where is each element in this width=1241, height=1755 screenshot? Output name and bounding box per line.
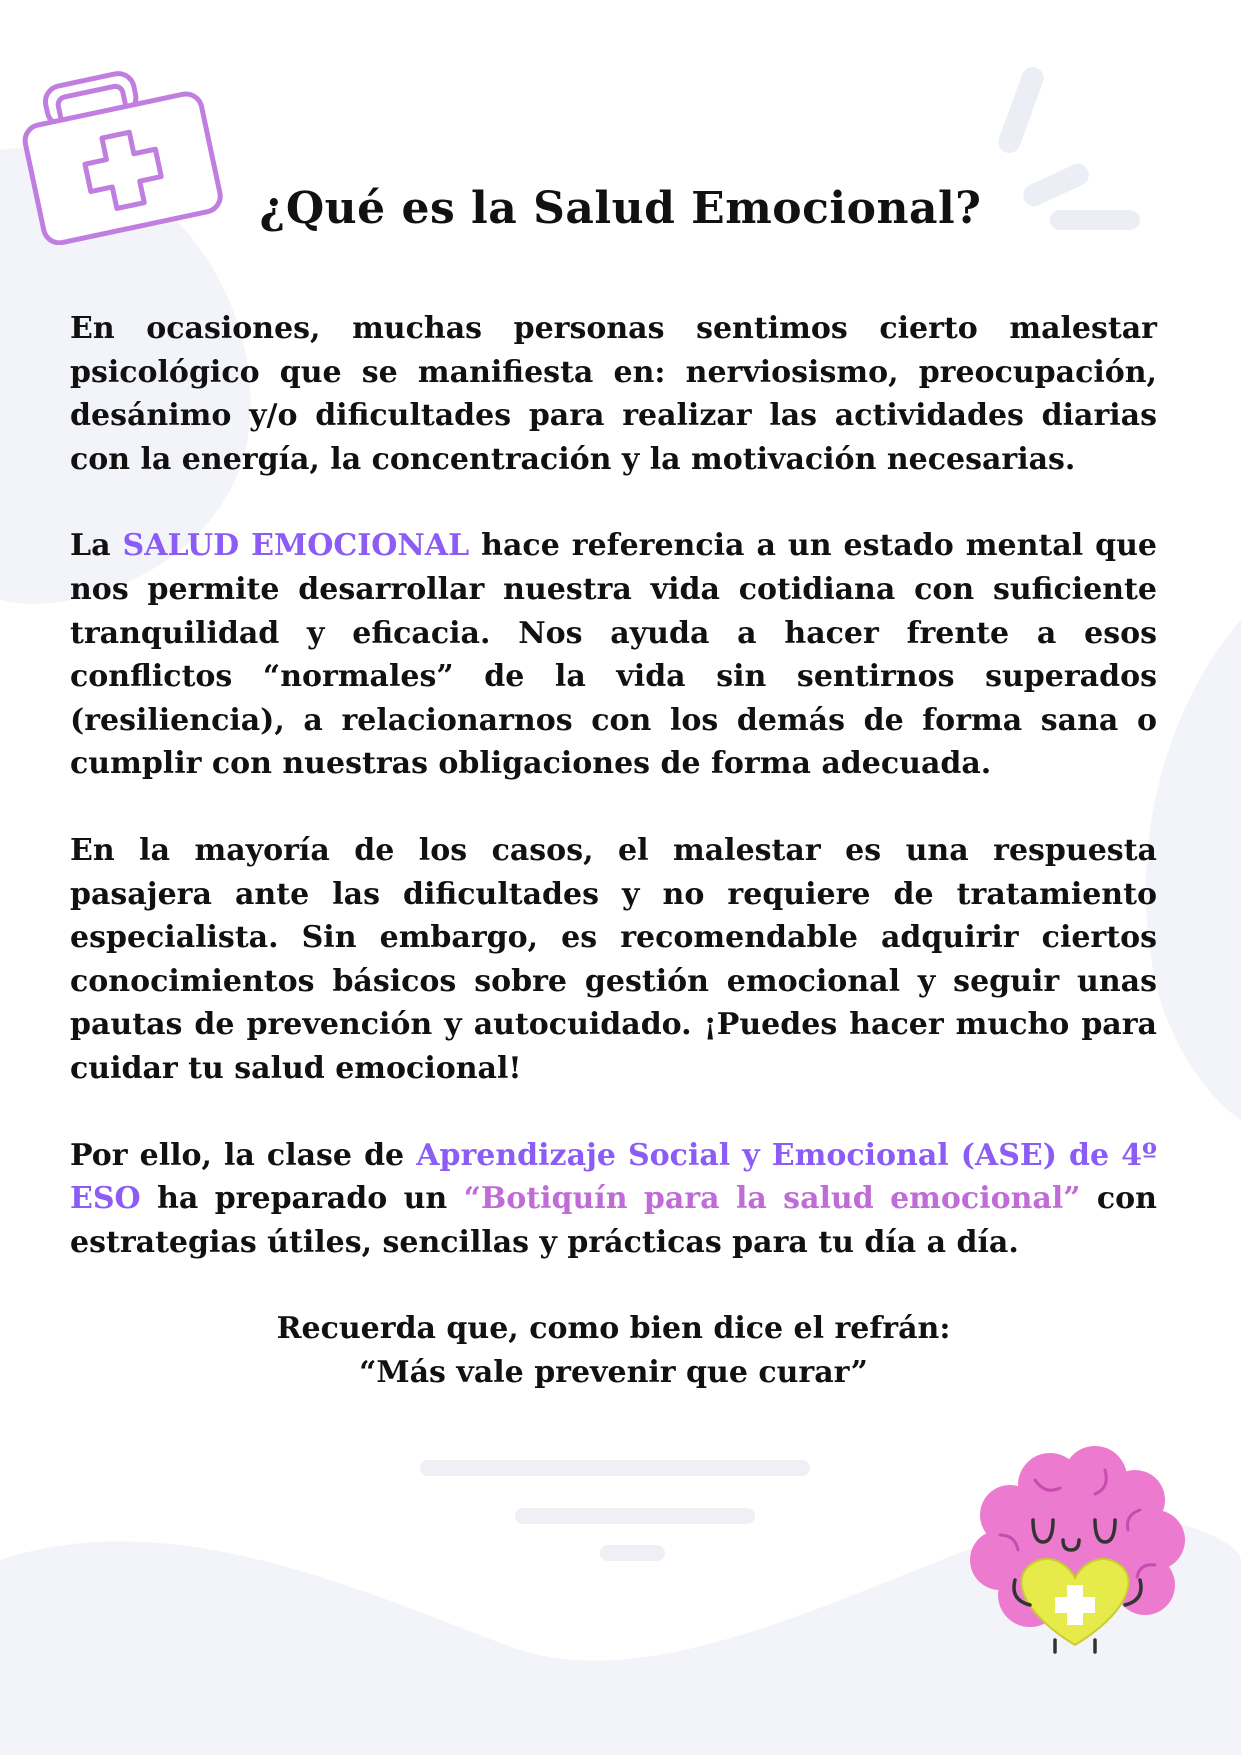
paragraph-class-end: con estrategias útiles, sencillas y prácticas para tu día a día. <box>70 1181 1157 1260</box>
closing-quote <box>70 1307 1157 1394</box>
paragraph-class-start: Por ello, la clase de <box>70 1137 417 1173</box>
brain-holding-heart-icon <box>955 1440 1195 1660</box>
highlight-salud-emocional: SALUD EMOCIONAL <box>122 528 470 564</box>
paragraph-definition-start: La <box>70 528 123 564</box>
main-content <box>70 307 1157 1394</box>
paragraph-class-mid: ha preparado un <box>140 1181 464 1217</box>
closing-line-1: Recuerda que, como bien dice el refrán: <box>276 1311 951 1347</box>
page-title: ¿Qué es la Salud Emocional? <box>259 183 982 234</box>
closing-line-2: “Más vale prevenir que curar” <box>359 1354 868 1390</box>
paragraph-prevention: En la mayoría de los casos, el malestar es una respuesta pasajera ante las dificultades y no requiere de tratamiento especialista. Sin embargo, es recomendable adquirir ciertos conocimientos básicos sobre gestión emocional y seguir unas pautas de prevención y autocuidado. ¡Puedes hacer mucho para cuidar tu salud emocional! <box>70 832 1157 1086</box>
highlight-botiquin: “Botiquín para la salud emocional” <box>463 1181 1081 1217</box>
paragraph-definition <box>70 524 1157 786</box>
paragraph-intro: En ocasiones, muchas personas sentimos cierto malestar psicológico que se manifiesta en: nerviosismo, preocupación, desánimo y/o dificultades para realizar las actividades diarias con la energía, la concentración y la motivación necesarias. <box>70 311 1157 477</box>
highlight-class-name: Aprendizaje Social y Emocional (ASE) de 4º ESO <box>70 1137 1157 1217</box>
paragraph-definition-rest: hace referencia a un estado mental que nos permite desarrollar nuestra vida cotidiana con suficiente tranquilidad y eficacia. Nos ayuda a hacer frente a esos conflictos “normales” de la vida sin sentirnos superados (resiliencia), a relacionarnos con los demás de forma sana o cumplir con nuestras obligaciones de forma adecuada. <box>70 528 1158 782</box>
paragraph-class <box>70 1134 1157 1265</box>
